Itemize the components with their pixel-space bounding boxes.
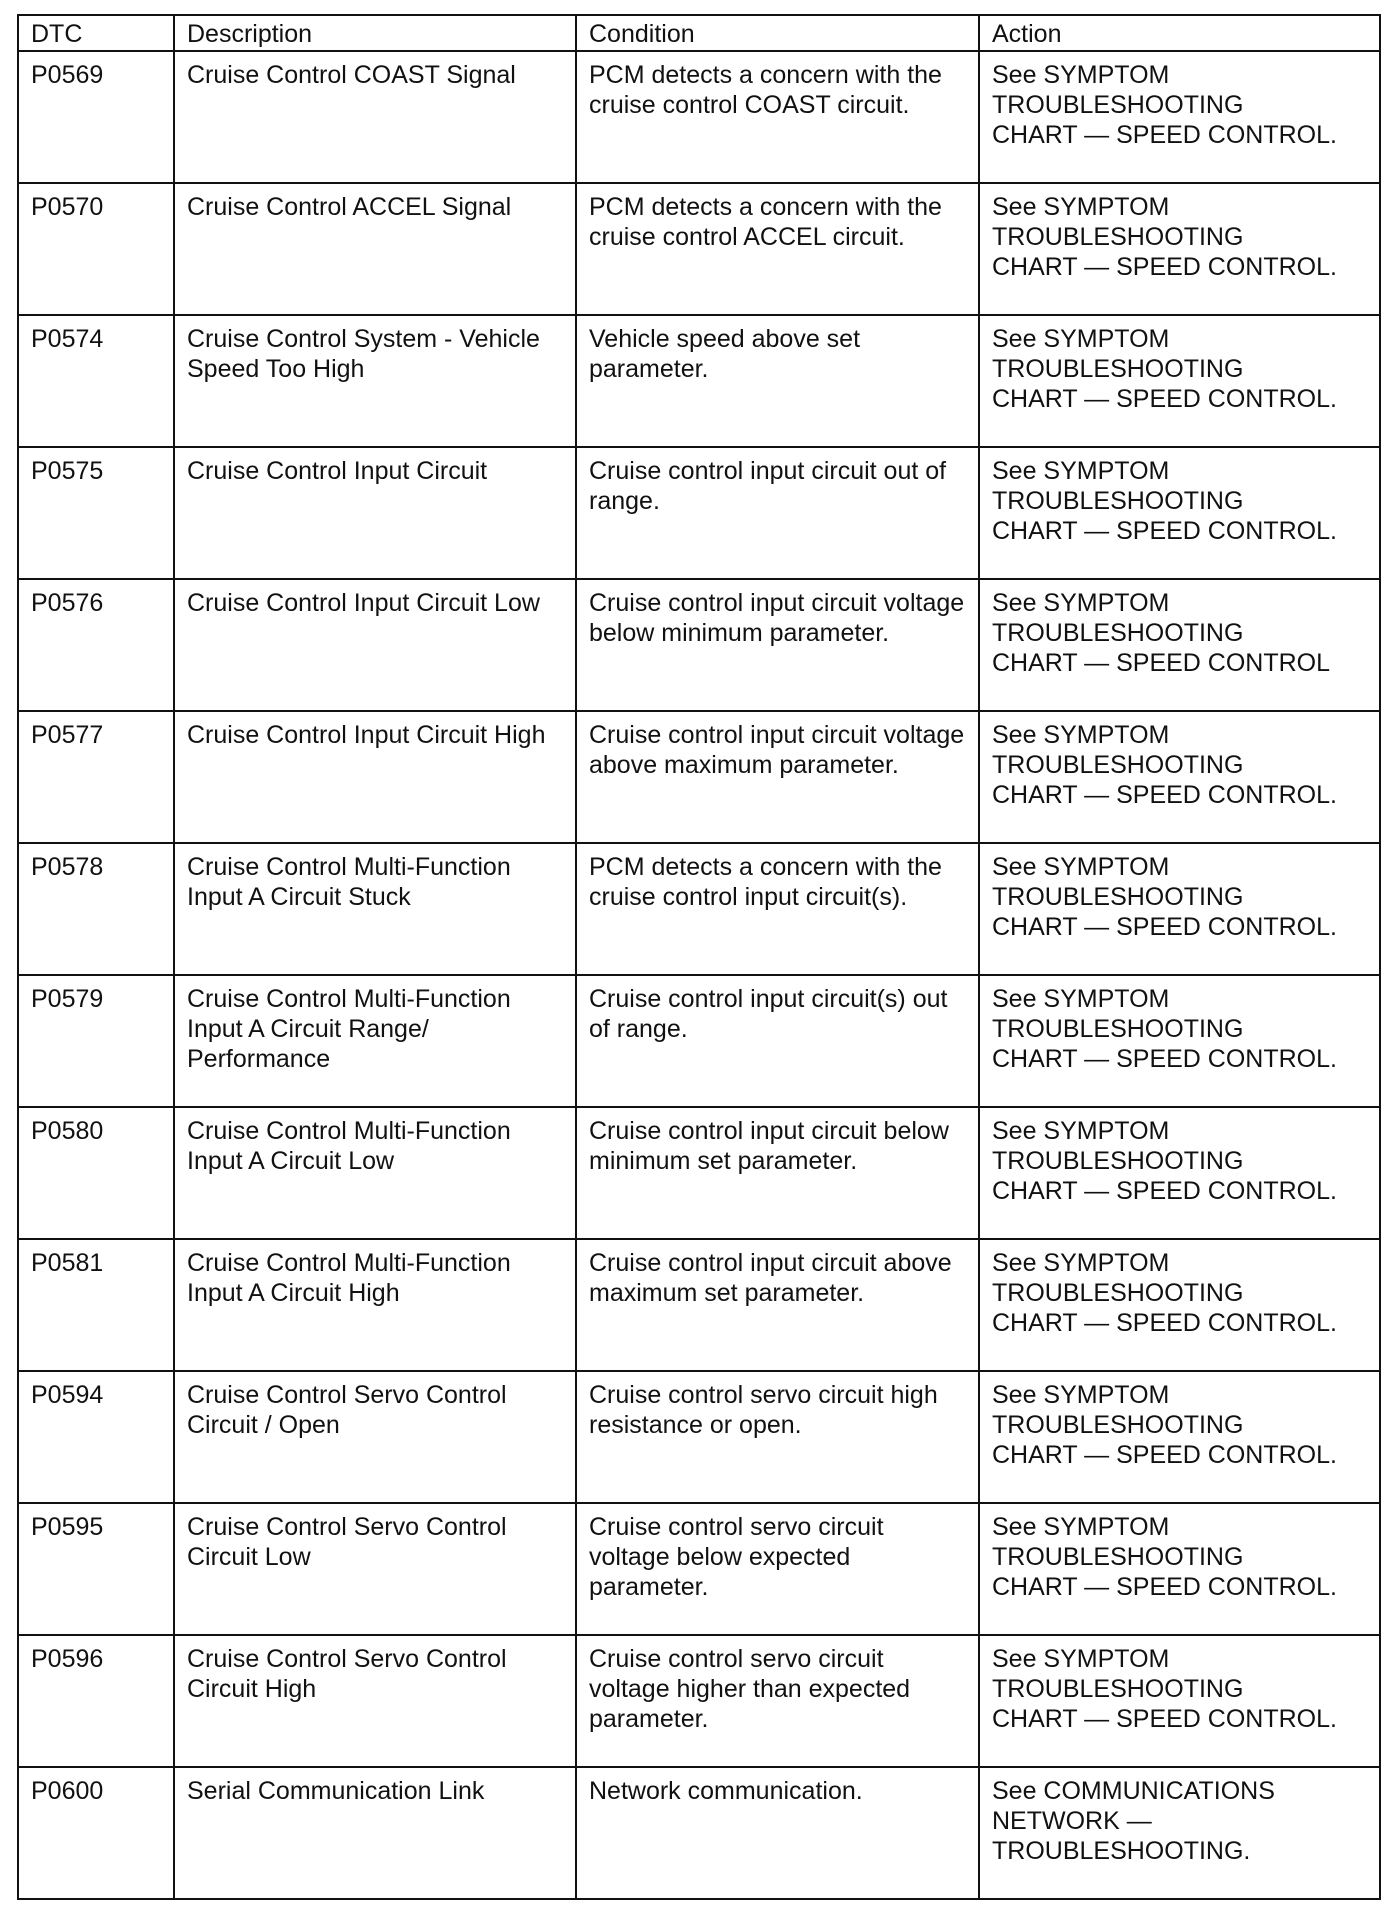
dtc-action: See SYMPTOM TROUBLESHOOTING CHART — SPEED CONTROL.: [979, 315, 1380, 447]
table-header: [18, 15, 1380, 51]
table-row: [18, 315, 1380, 447]
dtc-description: Cruise Control Multi-Function Input A Circuit Stuck: [174, 843, 576, 975]
dtc-condition: PCM detects a concern with the cruise control input circuit(s).: [576, 843, 979, 975]
dtc-condition: Cruise control servo circuit voltage below expected parameter.: [576, 1503, 979, 1635]
dtc-action: See SYMPTOM TROUBLESHOOTING CHART — SPEED CONTROL.: [979, 1635, 1380, 1767]
dtc-condition: Cruise control input circuit out of range.: [576, 447, 979, 579]
header-condition: Condition: [576, 15, 979, 51]
table-row: [18, 1371, 1380, 1503]
dtc-action: See SYMPTOM TROUBLESHOOTING CHART — SPEED CONTROL.: [979, 975, 1380, 1107]
dtc-action: See SYMPTOM TROUBLESHOOTING CHART — SPEED CONTROL.: [979, 1371, 1380, 1503]
dtc-action: See SYMPTOM TROUBLESHOOTING CHART — SPEED CONTROL: [979, 579, 1380, 711]
dtc-condition: Cruise control input circuit voltage below minimum parameter.: [576, 579, 979, 711]
table-body: [18, 51, 1380, 1899]
dtc-code: P0576: [18, 579, 174, 711]
dtc-code: P0575: [18, 447, 174, 579]
dtc-code: P0581: [18, 1239, 174, 1371]
dtc-action: See SYMPTOM TROUBLESHOOTING CHART — SPEED CONTROL.: [979, 51, 1380, 183]
dtc-description: Cruise Control Input Circuit: [174, 447, 576, 579]
dtc-condition: Vehicle speed above set parameter.: [576, 315, 979, 447]
dtc-description: Cruise Control Multi-Function Input A Circuit High: [174, 1239, 576, 1371]
dtc-action: See SYMPTOM TROUBLESHOOTING CHART — SPEED CONTROL.: [979, 1239, 1380, 1371]
dtc-action: See SYMPTOM TROUBLESHOOTING CHART — SPEED CONTROL.: [979, 1503, 1380, 1635]
table-row: [18, 1503, 1380, 1635]
dtc-action: See SYMPTOM TROUBLESHOOTING CHART — SPEED CONTROL.: [979, 843, 1380, 975]
dtc-description: Cruise Control Servo Control Circuit / Open: [174, 1371, 576, 1503]
table-row: [18, 1107, 1380, 1239]
dtc-code: P0596: [18, 1635, 174, 1767]
dtc-code: P0594: [18, 1371, 174, 1503]
dtc-code: P0579: [18, 975, 174, 1107]
table-row: [18, 843, 1380, 975]
dtc-description: Cruise Control Multi-Function Input A Circuit Range/ Performance: [174, 975, 576, 1107]
table-row: [18, 1767, 1380, 1899]
dtc-code: P0578: [18, 843, 174, 975]
dtc-description: Cruise Control ACCEL Signal: [174, 183, 576, 315]
dtc-description: Cruise Control System - Vehicle Speed Too High: [174, 315, 576, 447]
header-row: [18, 15, 1380, 51]
table-row: [18, 447, 1380, 579]
dtc-description: Cruise Control COAST Signal: [174, 51, 576, 183]
dtc-code: P0577: [18, 711, 174, 843]
dtc-description: Cruise Control Input Circuit Low: [174, 579, 576, 711]
table-row: [18, 1239, 1380, 1371]
table-row: [18, 51, 1380, 183]
dtc-description: Serial Communication Link: [174, 1767, 576, 1899]
dtc-condition: Network communication.: [576, 1767, 979, 1899]
dtc-condition: PCM detects a concern with the cruise control COAST circuit.: [576, 51, 979, 183]
dtc-condition: Cruise control servo circuit voltage higher than expected parameter.: [576, 1635, 979, 1767]
dtc-code: P0574: [18, 315, 174, 447]
dtc-condition: Cruise control servo circuit high resistance or open.: [576, 1371, 979, 1503]
table-row: [18, 579, 1380, 711]
dtc-description: Cruise Control Servo Control Circuit High: [174, 1635, 576, 1767]
header-description: Description: [174, 15, 576, 51]
dtc-condition: Cruise control input circuit(s) out of range.: [576, 975, 979, 1107]
table-row: [18, 183, 1380, 315]
dtc-condition: Cruise control input circuit voltage above maximum parameter.: [576, 711, 979, 843]
dtc-code: P0570: [18, 183, 174, 315]
dtc-action: See SYMPTOM TROUBLESHOOTING CHART — SPEED CONTROL.: [979, 447, 1380, 579]
dtc-code: P0600: [18, 1767, 174, 1899]
dtc-table: [17, 14, 1381, 1900]
table-row: [18, 711, 1380, 843]
table-row: [18, 1635, 1380, 1767]
dtc-description: Cruise Control Input Circuit High: [174, 711, 576, 843]
dtc-description: Cruise Control Multi-Function Input A Circuit Low: [174, 1107, 576, 1239]
dtc-action: See COMMUNICATIONS NETWORK — TROUBLESHOOTING.: [979, 1767, 1380, 1899]
header-dtc: DTC: [18, 15, 174, 51]
dtc-action: See SYMPTOM TROUBLESHOOTING CHART — SPEED CONTROL.: [979, 1107, 1380, 1239]
dtc-condition: Cruise control input circuit below minimum set parameter.: [576, 1107, 979, 1239]
dtc-code: P0580: [18, 1107, 174, 1239]
dtc-condition: PCM detects a concern with the cruise control ACCEL circuit.: [576, 183, 979, 315]
dtc-condition: Cruise control input circuit above maximum set parameter.: [576, 1239, 979, 1371]
dtc-code: P0569: [18, 51, 174, 183]
dtc-code: P0595: [18, 1503, 174, 1635]
document-page: [17, 14, 1379, 1900]
header-action: Action: [979, 15, 1380, 51]
dtc-description: Cruise Control Servo Control Circuit Low: [174, 1503, 576, 1635]
table-row: [18, 975, 1380, 1107]
dtc-action: See SYMPTOM TROUBLESHOOTING CHART — SPEED CONTROL.: [979, 183, 1380, 315]
dtc-action: See SYMPTOM TROUBLESHOOTING CHART — SPEED CONTROL.: [979, 711, 1380, 843]
